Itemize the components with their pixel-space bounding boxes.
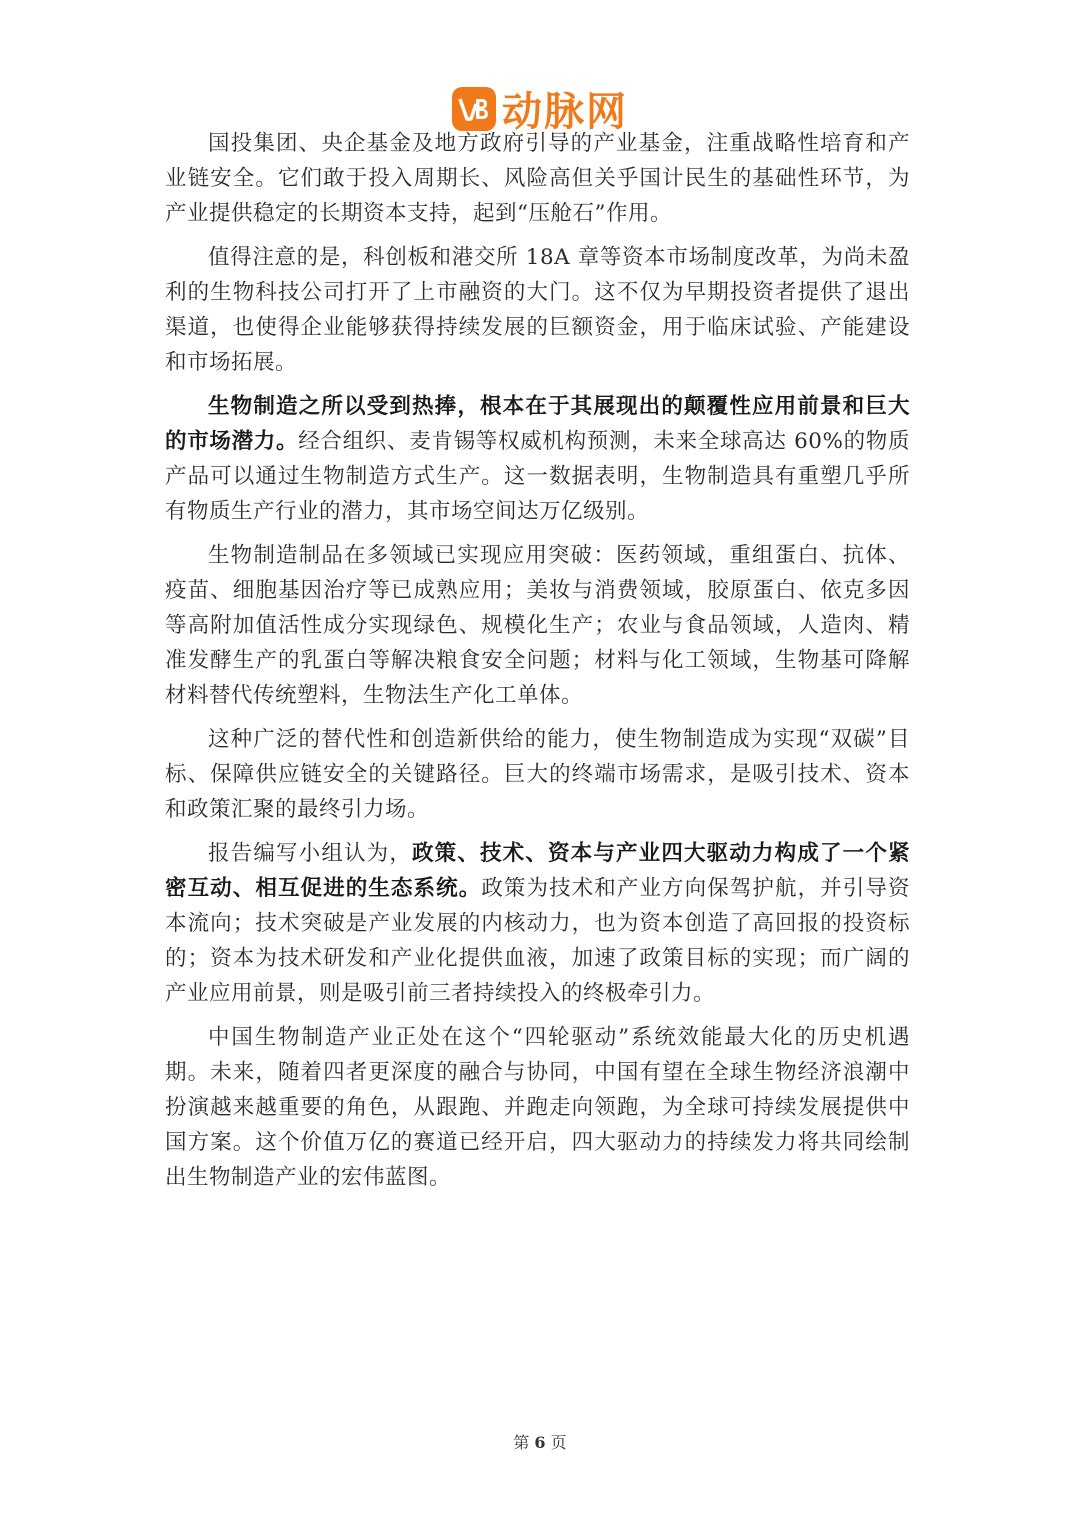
emphasis-text: 政策、技术、资本与产业四大驱动力构成了一个紧密互动、相互促进的生态系统。 — [165, 841, 910, 901]
page-number: 第 6 页 — [513, 1433, 567, 1452]
paragraph: 生物制造之所以受到热捧，根本在于其展现出的颠覆性应用前景和巨大的市场潜力。经合组织、麦肯锡等权威机构预测，未来全球高达 60%的物质产品可以通过生物制造方式生产。这一数据表明，生物制造具有重塑几乎所有物质生产行业的潜力，其市场空间达万亿级别。 — [165, 394, 910, 524]
emphasis-text: 生物制造之所以受到热捧，根本在于其展现出的颠覆性应用前景和巨大的市场潜力。 — [165, 394, 910, 454]
paragraph: 生物制造制品在多领域已实现应用突破：医药领域，重组蛋白、抗体、疫苗、细胞基因治疗等已成熟应用；美妆与消费领域，胶原蛋白、依克多因等高附加值活性成分实现绿色、规模化生产；农业与食品领域，人造肉、精准发酵生产的乳蛋白等解决粮食安全问题；材料与化工领域，生物基可降解材料替代传统塑料，生物法生产化工单体。 — [165, 543, 910, 708]
paragraph: 值得注意的是，科创板和港交所 18A 章等资本市场制度改革，为尚未盈利的生物科技公司打开了上市融资的大门。这不仅为早期投资者提供了退出渠道，也使得企业能够获得持续发展的巨额资金，用于临床试验、产能建设和市场拓展。 — [165, 245, 910, 375]
paragraph: 报告编写小组认为，政策、技术、资本与产业四大驱动力构成了一个紧密互动、相互促进的生态系统。政策为技术和产业方向保驾护航，并引导资本流向；技术突破是产业发展的内核动力，也为资本创造了高回报的投资标的；资本为技术研发和产业化提供血液，加速了政策目标的实现；而广阔的产业应用前景，则是吸引前三者持续投入的终极牵引力。 — [165, 841, 910, 1006]
paragraph: 中国生物制造产业正处在这个“四轮驱动”系统效能最大化的历史机遇期。未来，随着四者更深度的融合与协同，中国有望在全球生物经济浪潮中扮演越来越重要的角色，从跟跑、并跑走向领跑，为全球可持续发展提供中国方案。这个价值万亿的赛道已经开启，四大驱动力的持续发力将共同绘制出生物制造产业的宏伟蓝图。 — [165, 1025, 910, 1190]
paragraph: 这种广泛的替代性和创造新供给的能力，使生物制造成为实现“双碳”目标、保障供应链安全的关键路径。巨大的终端市场需求，是吸引技术、资本和政策汇聚的最终引力场。 — [165, 727, 910, 822]
brand-name: 动脉网 — [502, 89, 628, 135]
vb-logo-icon — [452, 87, 496, 131]
body-text — [165, 126, 910, 1204]
paragraph: 国投集团、央企基金及地方政府引导的产业基金，注重战略性培育和产业链安全。它们敢于投入周期长、风险高但关乎国计民生的基础性环节，为产业提供稳定的长期资本支持，起到“压舱石”作用。 — [165, 131, 910, 226]
